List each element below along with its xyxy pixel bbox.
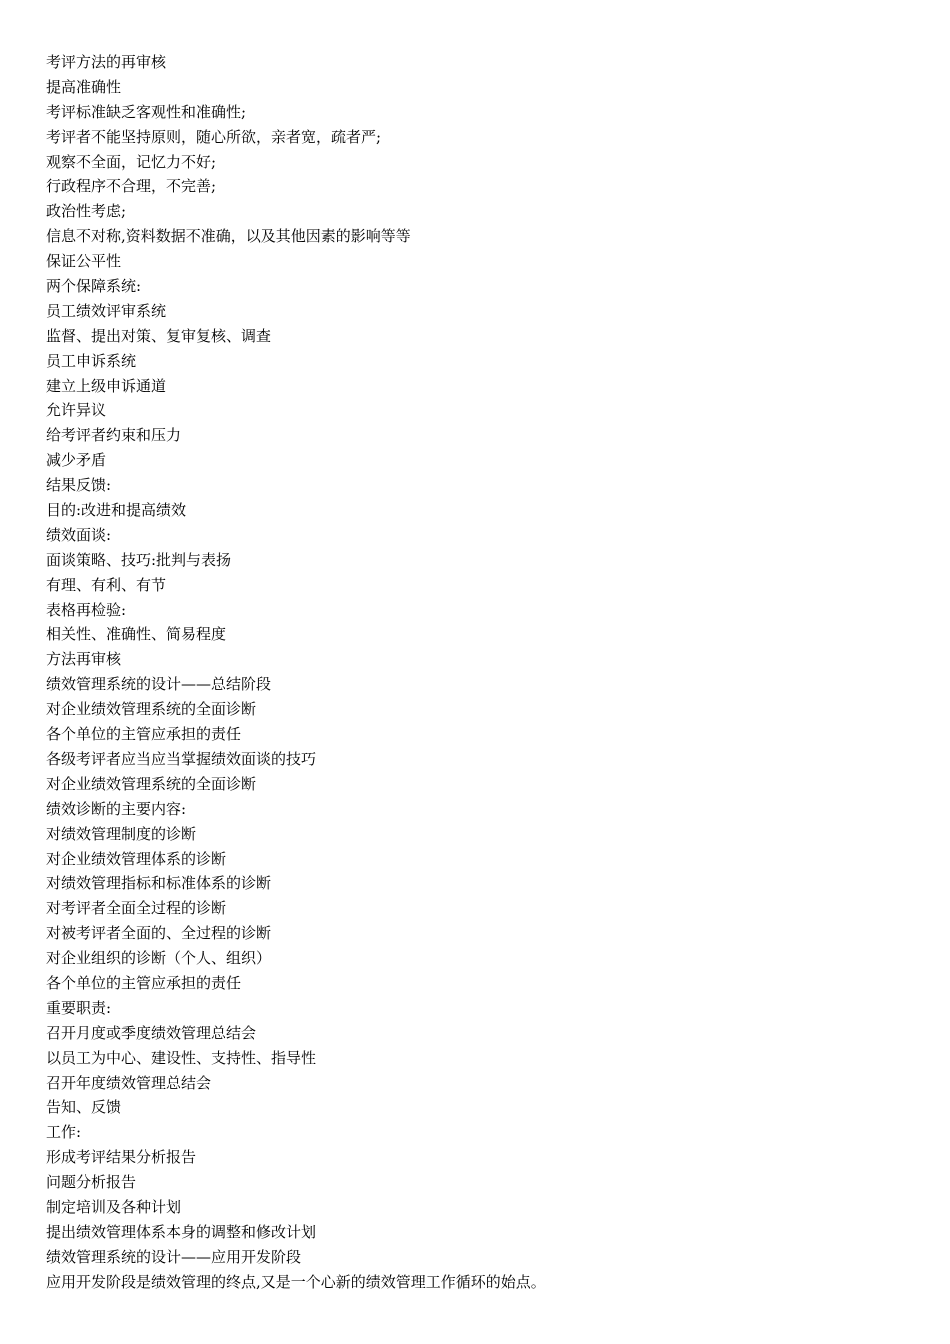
text-line: 问题分析报告 [46,1173,137,1192]
text-line: 制定培训及各种计划 [46,1197,182,1216]
text-line: 政治性考虑; [46,202,127,221]
text-line: 对企业组织的诊断（个人、组织） [46,949,272,968]
text-line: 观察不全面，记忆力不好; [46,152,217,171]
text-line: 行政程序不合理，不完善; [46,177,217,196]
text-line: 监督、提出对策、复审复核、调查 [46,326,272,345]
text-line: 对考评者全面全过程的诊断 [46,899,227,918]
text-line: 对绩效管理制度的诊断 [46,824,197,843]
text-line: 考评方法的再审核 [46,53,167,71]
text-line: 有理、有利、有节 [46,575,167,594]
text-line: 绩效管理系统的设计——总结阶段 [46,675,272,694]
text-line: 方法再审核 [46,650,122,669]
text-line: 对企业绩效管理系统的全面诊断 [46,774,257,793]
text-line: 考评者不能坚持原则，随心所欲，亲者宽，疏者严; [46,127,382,146]
text-line: 结果反馈: [46,476,112,495]
text-line: 重要职责: [46,998,112,1017]
text-line: 建立上级申诉通道 [46,376,167,395]
text-line: 对绩效管理指标和标准体系的诊断 [46,874,272,893]
text-line: 面谈策略、技巧:批判与表扬 [46,550,232,569]
text-line: 相关性、准确性、简易程度 [46,625,227,644]
text-line: 允许异议 [46,401,107,420]
text-line: 应用开发阶段是绩效管理的终点,又是一个心新的绩效管理工作循环的始点。 [46,1272,546,1291]
text-line: 绩效诊断的主要内容: [46,799,187,818]
text-line: 召开年度绩效管理总结会 [46,1073,212,1092]
text-line: 各级考评者应当应当掌握绩效面谈的技巧 [46,749,317,768]
text-line: 召开月度或季度绩效管理总结会 [46,1023,257,1042]
text-line: 工作: [46,1123,82,1142]
text-line: 绩效面谈: [46,525,112,544]
text-line: 对企业绩效管理系统的全面诊断 [46,700,257,719]
text-line: 对被考评者全面的、全过程的诊断 [46,924,272,943]
text-line: 两个保障系统: [46,277,142,296]
text-line: 减少矛盾 [46,451,107,470]
text-line: 信息不对称,资料数据不准确，以及其他因素的影响等等 [46,227,411,246]
text-line: 考评标准缺乏客观性和准确性; [46,102,247,121]
text-line: 目的:改进和提高绩效 [46,501,187,520]
text-line: 对企业绩效管理体系的诊断 [46,849,227,868]
text-line: 员工申诉系统 [46,351,137,370]
text-line: 告知、反馈 [46,1098,122,1117]
text-line: 给考评者约束和压力 [46,426,182,445]
document-body [46,50,906,1295]
text-line: 员工绩效评审系统 [46,301,167,320]
text-line: 以员工为中心、建设性、支持性、指导性 [46,1048,317,1067]
text-line: 保证公平性 [46,252,122,271]
text-line: 各个单位的主管应承担的责任 [46,973,242,992]
text-line: 提高准确性 [46,77,122,96]
text-line: 表格再检验: [46,600,127,619]
text-line: 绩效管理系统的设计——应用开发阶段 [46,1247,302,1266]
text-line: 提出绩效管理体系本身的调整和修改计划 [46,1222,317,1241]
text-line: 各个单位的主管应承担的责任 [46,725,242,744]
text-line: 形成考评结果分析报告 [46,1148,197,1167]
